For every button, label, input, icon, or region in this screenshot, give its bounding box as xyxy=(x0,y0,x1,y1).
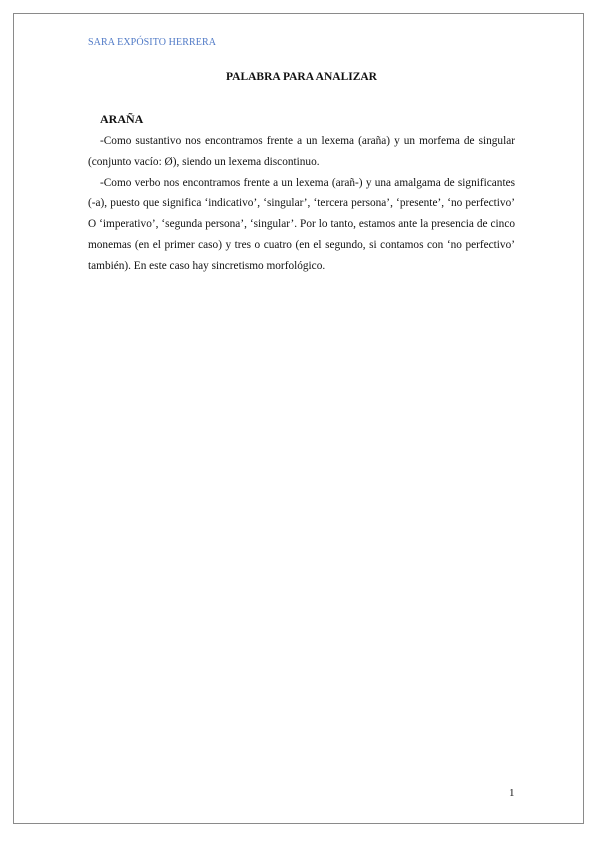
document-title: PALABRA PARA ANALIZAR xyxy=(225,71,377,83)
paragraph: -Como verbo nos encontramos frente a un lexema (arañ-) y una amalgama de significantes (-a), puesto que significa ‘indicativo’, ‘singular’, ‘tercera persona’, ‘presente’, ‘no perfectivo’ O ‘imperativo’, ‘segunda persona’, ‘singular’. Por lo tanto, estamos ante la presencia de cinco monemas (en el primer caso) y tres o cuatro (en el segundo, si contamos con ‘no perfectivo’ también). En este caso hay sincretismo morfológico. xyxy=(88,176,515,272)
header-author: SARA EXPÓSITO HERRERA xyxy=(88,37,217,48)
paragraph: -Como sustantivo nos encontramos frente a un lexema (araña) y un morfema de singular (conjunto vacío: Ø), siendo un lexema discontinuo. xyxy=(88,135,515,168)
section-heading: ARAÑA xyxy=(100,112,144,126)
page-number: 1 xyxy=(509,787,515,799)
body-text xyxy=(88,131,515,277)
